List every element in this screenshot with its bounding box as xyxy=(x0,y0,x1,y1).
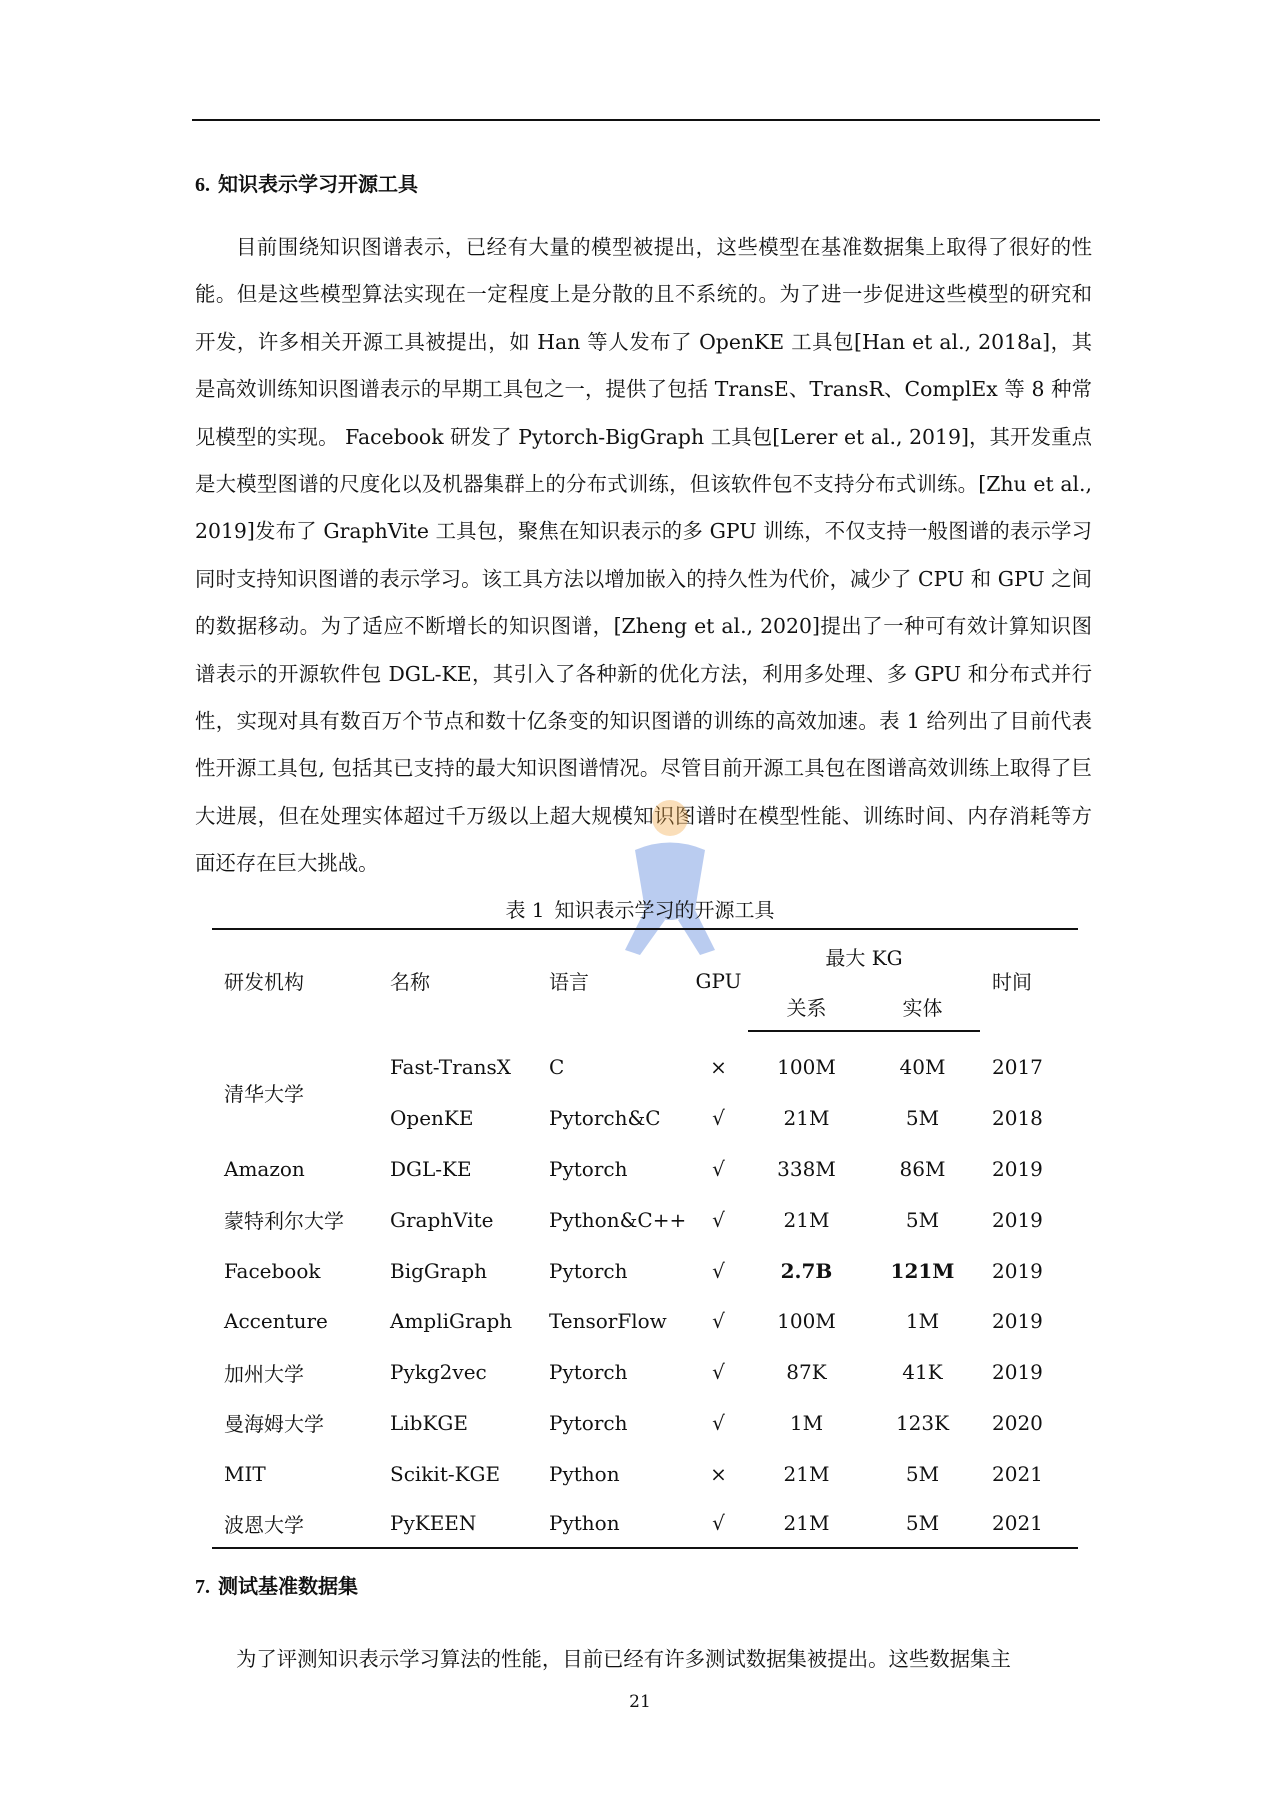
table-row xyxy=(212,1245,1078,1296)
cell-gpu: √ xyxy=(712,1360,725,1385)
cell-name: BigGraph xyxy=(390,1258,488,1283)
cell-entities: 86M xyxy=(899,1156,946,1181)
cell-org: 波恩大学 xyxy=(212,1499,378,1548)
cell-entities: 5M xyxy=(905,1207,940,1232)
table-row xyxy=(212,1347,1078,1398)
section-7-heading xyxy=(195,1571,358,1602)
section-7-number: 7. xyxy=(195,1576,210,1598)
open-source-tools-table xyxy=(212,928,1078,1549)
cell-time: 2019 xyxy=(992,1156,1043,1181)
cell-lang: Pytorch xyxy=(549,1258,628,1283)
cell-time: 2019 xyxy=(992,1309,1043,1334)
header-name: 名称 xyxy=(378,929,537,1031)
intro-paragraph: 目前围绕知识图谱表示，已经有大量的模型被提出，这些模型在基准数据集上取得了很好的性能。但是这些模型算法实现在一定程度上是分散的且不系统的。为了进一步促进这些模型的研究和开发，许多相关开源工具被提出，如 Han 等人发布了 OpenKE 工具包[Han et al., 2018a]，其是高效训练知识图谱表示的早期工具包之一，提供了包括 TransE、TransR、ComplEx 等 8 种常见模型的实现。 Facebook 研发了 Pytorch-BigGraph 工具包[Lerer et al., 2019]，其开发重点是大模型图谱的尺度化以及机器集群上的分布式训练，但该软件包不支持分布式训练。[Zhu et al., 2019]发布了 GraphVite 工具包，聚焦在知识表示的多 GPU 训练，不仅支持一般图谱的表示学习同时支持知识图谱的表示学习。该工具方法以增加嵌入的持久性为代价，减少了 CPU 和 GPU 之间的数据移动。为了适应不断增长的知识图谱，[Zheng et al., 2020]提出了一种可有效计算知识图谱表示的开源软件包 DGL-KE，其引入了各种新的优化方法，利用多处理、多 GPU 和分布式并行性，实现对具有数百万个节点和数十亿条变的知识图谱的训练的高效加速。表 1 给列出了目前代表性开源工具包, 包括其已支持的最大知识图谱情况。尽管目前开源工具包在图谱高效训练上取得了巨大进展，但在处理实体超过千万级以上超大规模知识图谱时在模型性能、训练时间、内存消耗等方面还存在巨大挑战。 xyxy=(195,235,1092,876)
header-max-kg: 最大 KG xyxy=(748,929,980,982)
cell-gpu: √ xyxy=(712,1258,725,1283)
cell-lang: Pytorch xyxy=(549,1156,628,1181)
cell-time: 2021 xyxy=(992,1461,1043,1486)
cell-name: DGL-KE xyxy=(390,1156,472,1181)
cell-gpu: √ xyxy=(712,1309,725,1334)
cell-org: Amazon xyxy=(224,1156,305,1181)
table-row xyxy=(212,1194,1078,1245)
cell-relations: 21M xyxy=(783,1461,830,1486)
cell-relations: 21M xyxy=(783,1106,830,1131)
cell-entities-max: 121M xyxy=(890,1258,955,1283)
cell-entities: 5M xyxy=(905,1106,940,1131)
header-time: 时间 xyxy=(980,929,1078,1031)
cell-name: LibKGE xyxy=(390,1410,468,1435)
table-row xyxy=(212,1448,1078,1499)
table-row xyxy=(212,1499,1078,1548)
cell-entities: 40M xyxy=(899,1055,946,1080)
header-gpu: GPU xyxy=(689,929,748,1031)
section-6-heading xyxy=(195,169,418,200)
cell-name: OpenKE xyxy=(390,1106,474,1131)
cell-entities: 5M xyxy=(865,1499,980,1548)
cell-relations: 100M xyxy=(777,1309,836,1334)
cell-relations: 21M xyxy=(748,1499,865,1548)
cell-name: PyKEEN xyxy=(378,1499,537,1548)
cell-relations: 21M xyxy=(783,1207,830,1232)
cell-relations-max: 2.7B xyxy=(780,1258,833,1283)
page-number: 21 xyxy=(629,1692,651,1712)
cell-time: 2019 xyxy=(992,1258,1043,1283)
section-7-paragraph: 为了评测知识表示学习算法的性能，目前已经有许多测试数据集被提出。这些数据集主 xyxy=(236,1647,1011,1671)
cell-name: Pykg2vec xyxy=(390,1360,487,1385)
cell-relations: 1M xyxy=(789,1410,824,1435)
cell-lang: Pytorch&C xyxy=(549,1106,661,1131)
header-entities: 实体 xyxy=(865,982,980,1031)
header-lang: 语言 xyxy=(537,929,689,1031)
header-relations: 关系 xyxy=(748,982,865,1031)
cell-name: Fast-TransX xyxy=(390,1054,511,1079)
cell-name: Scikit-KGE xyxy=(390,1461,501,1486)
table-caption xyxy=(0,895,1280,925)
table-row xyxy=(212,1398,1078,1449)
section-7-title: 测试基准数据集 xyxy=(218,1574,358,1598)
cell-org: MIT xyxy=(224,1461,266,1486)
cell-name: GraphVite xyxy=(390,1207,494,1232)
section-6-number: 6. xyxy=(195,174,210,196)
header-rule xyxy=(192,119,1100,121)
cell-time: 2019 xyxy=(992,1207,1043,1232)
cell-lang: Python xyxy=(537,1499,689,1548)
cell-lang: Python&C++ xyxy=(549,1207,687,1232)
table-header-row xyxy=(212,929,1078,982)
cell-gpu: × xyxy=(710,1054,727,1079)
watermark-head xyxy=(652,800,688,836)
cell-org: 蒙特利尔大学 xyxy=(224,1209,344,1234)
cell-gpu: √ xyxy=(712,1410,725,1435)
cell-org: Accenture xyxy=(224,1309,328,1334)
cell-name: AmpliGraph xyxy=(390,1309,513,1334)
cell-gpu: √ xyxy=(712,1207,725,1232)
cell-time: 2020 xyxy=(992,1410,1043,1435)
table-row xyxy=(212,1144,1078,1195)
table-row xyxy=(212,1031,1078,1093)
cell-time: 2019 xyxy=(992,1360,1043,1385)
cell-entities: 123K xyxy=(895,1410,950,1435)
cell-entities: 5M xyxy=(905,1461,940,1486)
cell-time: 2021 xyxy=(980,1499,1078,1548)
cell-gpu: √ xyxy=(712,1156,725,1181)
cell-entities: 1M xyxy=(905,1309,940,1334)
header-org: 研发机构 xyxy=(212,929,378,1031)
cell-time: 2018 xyxy=(992,1106,1043,1131)
cell-lang: C xyxy=(549,1054,565,1079)
cell-gpu: × xyxy=(710,1461,727,1486)
cell-lang: TensorFlow xyxy=(549,1309,667,1334)
table-caption-label: 表 1 xyxy=(505,898,545,922)
cell-lang: Pytorch xyxy=(549,1360,628,1385)
cell-org: Facebook xyxy=(224,1258,321,1283)
cell-time: 2017 xyxy=(992,1054,1043,1079)
cell-lang: Pytorch xyxy=(549,1410,628,1435)
cell-relations: 87K xyxy=(786,1360,827,1385)
table-caption-title: 知识表示学习的开源工具 xyxy=(554,898,775,922)
cell-org: 加州大学 xyxy=(224,1361,304,1386)
cell-gpu: √ xyxy=(689,1499,748,1548)
table-row xyxy=(212,1296,1078,1347)
cell-org: 曼海姆大学 xyxy=(224,1412,324,1437)
section-6-title: 知识表示学习开源工具 xyxy=(218,172,418,196)
cell-lang: Python xyxy=(549,1461,620,1486)
cell-relations: 100M xyxy=(777,1055,836,1080)
cell-gpu: √ xyxy=(712,1106,725,1131)
cell-relations: 338M xyxy=(777,1156,836,1181)
cell-org-merged: 清华大学 xyxy=(224,1081,304,1106)
cell-entities: 41K xyxy=(902,1360,943,1385)
